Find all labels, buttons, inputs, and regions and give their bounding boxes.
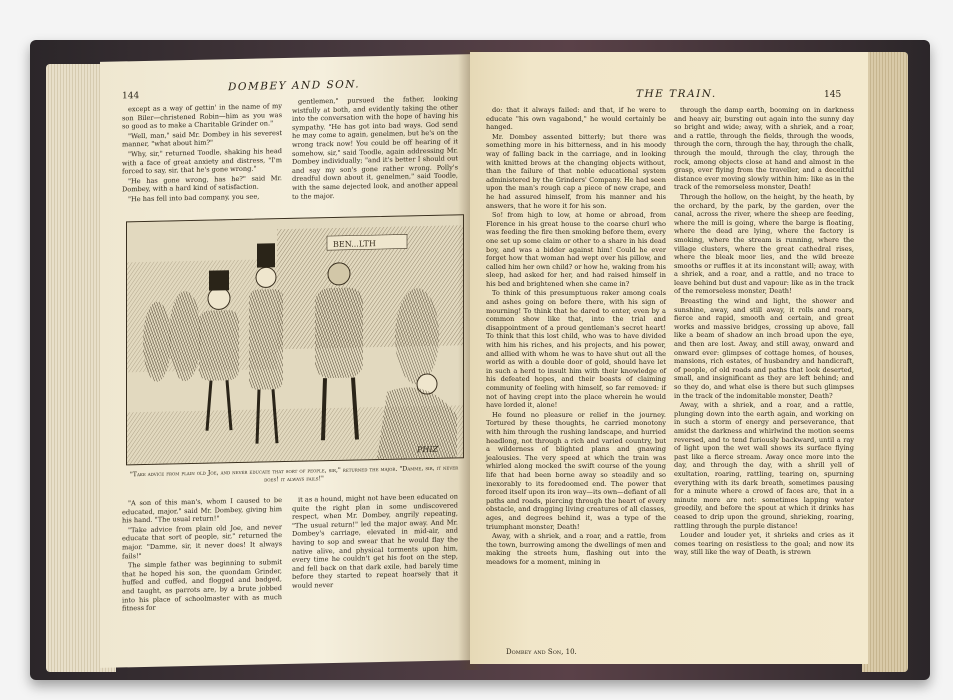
- paragraph: "Take advice from plain old Joe, and never educate that sort of people, sir," returned the major. "Damme, sir, it never does! It always fails!": [122, 522, 282, 560]
- right-page-edges: [862, 52, 908, 672]
- left-page: [100, 54, 472, 668]
- left-page-number: 144: [122, 91, 140, 102]
- artist-signature: PHIZ: [417, 444, 439, 455]
- train-sign-text: BEN...LTH: [333, 239, 376, 250]
- paragraph: He found no pleasure or relief in the journey. Tortured by these thoughts, he carried monotony with him through the rushing landscape, and hurried headlong, not through a rich and varied country, but a wilderness of blighted plans and gnawing jealousies. The very speed at which the train was whirled along mocked the swift course of the young life that had been borne away so steadily and so inexorably to its foredoomed end. The power that forced itself upon its iron way—its own—defiant of all paths and roads, piercing through the heart of every obstacle, and dragging living creatures of all classes, ages, and degrees behind it, was a type of the triumphant monster, Death!: [486, 410, 666, 531]
- paragraph: The simple father was beginning to submit that he hoped his son, the quondam Grinder, huffed and cuffed, and flogged and badged, and taught, as parrots are, by a brute jobbed into his place of schoolmaster with as much fitness for: [122, 558, 282, 613]
- paragraph: do: that it always failed: and that, if he were to educate "his own vagabond," he would certainly be hanged.: [486, 106, 666, 132]
- right-page-number: 145: [824, 90, 842, 100]
- paragraph: it as a hound, might not have been educated on quite the right plan in some undiscovered respect, when Mr. Dombey, angrily repeating, "The usual return!" led the major away. And Mr. Dombey's carriage, elevated in mid-air, and having to sop and swear that he would flay the native alive, and physical torments upon him, every time he couldn't get his foot on the step, and fell back on that dark exile, had barely time before they started to repeat hoarsely that it would never: [292, 492, 458, 590]
- paragraph: "He has fell into bad company, you see,: [128, 192, 260, 204]
- left-col1-bottom: [122, 496, 282, 614]
- right-col1: [486, 106, 666, 567]
- paragraph: "He has gone wrong, has he?" said Mr. Dombey, with a hard kind of satisfaction.: [122, 173, 282, 194]
- paragraph: Away, with a shriek, and a roar, and a rattle, plunging down into the earth again, and working on in such a storm of energy and perseverance, that amidst the darkness and whirlwind the motion seems reversed, and to tend furiously backward, until a ray of light upon the wet wall shows its surface flying past like a fierce stream. Away once more into the day, and through the day, with a shrill yell of exultation, roaring, rattling, tearing on, spurning everything with its dark breath, sometimes pausing for a minute where a crowd of faces are, that in a minute more are not: sometimes lapping water greedily, and before the spout at which it drinks has ceased to drip upon the ground, shrieking, roaring, rattling through the purple distance!: [674, 401, 854, 530]
- illustration-caption: "Take advice from plain old Joe, and never educate that sort of people, sir," returned the major. "Damme, sir, it never does! it always fails!": [129, 464, 459, 484]
- right-page: [470, 52, 868, 664]
- paragraph: So! from high to low, at home or abroad, from Florence in his great house to the coarse churl who was feeding the fire then smoking before them, every one set up some claim or other to a share in his dead boy, and was a bidder against him! Could he ever forget how that woman had wept over his pillow, and called him her own child? or how he, waking from his sleep, had asked for her, and had raised himself in his bed and brightened when she came in?: [486, 211, 666, 288]
- paragraph: except as a way of gettin' in the name of my son Biler—christened Robin—him as you was so good as to make a Charitable Grinder on.": [122, 102, 282, 131]
- engraving-svg: [127, 215, 463, 464]
- paragraph: To think of this presumptuous raker among coals and ashes going on before there, with his sign of mourning! To think that he dared to enter, even by a common show like that, into the trial and disappointment of a proud gentleman's secret heart! To think that this lost child, who was to have divided with him his riches, and his projects, and his power, and allied with whom he was to have shut out all the world as with a double door of gold, should have let in such a herd to insult him with their knowledge of his defeated hopes, and their boasts of claiming community of feeling with himself, so far removed: if not of having crept into the place wherein he would have lorded it, alone!: [486, 289, 666, 410]
- left-col1-top: [122, 102, 282, 205]
- paragraph: Louder and louder yet, it shrieks and cries as it comes tearing on resistless to the goal; and now its way, still like the way of Death, is strewn: [674, 531, 854, 557]
- paragraph: "Why, sir," returned Toodle, shaking his head with a face of great anxiety and distress, "I'm forced to say, sir, that he's gone wrong.": [122, 147, 282, 176]
- left-col2-bottom: [292, 492, 458, 591]
- paragraph: Through the hollow, on the height, by the heath, by the orchard, by the park, by the garden, over the canal, across the river, where the sheep are feeding, where the mill is going, where the barge is floating, where the dead are lying, where the factory is smoking, where the stream is running, where the village clusters, where the great cathedral rises, where the bleak moor lies, and the wild breeze smooths or ruffles it at its inconstant will; away, with a shriek, and a roar, and a rattle, and no trace to leave behind but dust and vapour: like as in the track of the remorseless monster, Death!: [674, 192, 854, 296]
- paragraph: gentlemen," pursued the father, looking wistfully at both, and evidently taking the other into the conversation with the hope of having his sympathy. "He has got into bad ways. God send he may come to again, genelmen, but he's on the wrong track now! You could be off hearing of it somehow, sir," said Toodle, again addressing Mr. Dombey individually; "and it's better I should out and say my son's gone rather wrong. Polly's dreadful down about it, genelmen," said Toodle, with the same dejected look, and another appeal to the major.: [292, 94, 458, 201]
- right-running-head: THE TRAIN.: [636, 88, 717, 100]
- paragraph: "A son of this man's, whom I caused to be educated, major," said Mr. Dombey, giving him his hand. "The usual return!": [122, 496, 282, 525]
- signature-mark: Dombey and Son, 10.: [506, 648, 577, 656]
- right-col2: [674, 106, 854, 558]
- paragraph: Mr. Dombey assented bitterly; but there was something more in his bitterness, and in his moody way of falling back in the carriage, and in looking with knitted brows at the changing objects without, than the failure of that noble educational system administered by the Grinders' Company. He had seen upon the man's rough cap a piece of new crape, and he had assured himself, from his manner and his answers, that he wore it for his son.: [486, 132, 666, 210]
- left-running-head: DOMBEY AND SON.: [228, 78, 361, 94]
- paragraph: Away, with a shriek, and a roar, and a rattle, from the town, burrowing among the dwellings of men and making the streets hum, flashing out into the meadows for a moment, mining in: [486, 532, 666, 566]
- paragraph: "Well, man," said Mr. Dombey in his severest manner, "what about him?": [122, 128, 282, 149]
- paragraph: through the damp earth, booming on in darkness and heavy air, bursting out again into the sunny day so bright and wide; away, with a shriek, and a roar, and a rattle, through the fields, through the woods, through the corn, through the hay, through the chalk, through the mould, through the clay, through the rock, among objects close at hand and almost in the grasp, ever flying from the traveller, and a deceitful distance ever moving slowly within him: like as in the track of the remorseless monster, Death!: [674, 106, 854, 192]
- engraving-illustration: [126, 214, 464, 465]
- paragraph: Breasting the wind and light, the shower and sunshine, away, and still away, it rolls and roars, fierce and rapid, smooth and certain, and great works and massive bridges, crossing up above, fall like a beam of shadow an inch broad upon the eye, and then are lost. Away, and still away, onward and onward ever: glimpses of cottage homes, of houses, mansions, rich estates, of husbandry and handicraft, of people, of old roads and paths that look deserted, small, and insignificant as they are left behind; and so they do, and what else is there but such glimpses in the track of the indomitable monster, Death?: [674, 297, 854, 400]
- left-col2-top: [292, 94, 458, 202]
